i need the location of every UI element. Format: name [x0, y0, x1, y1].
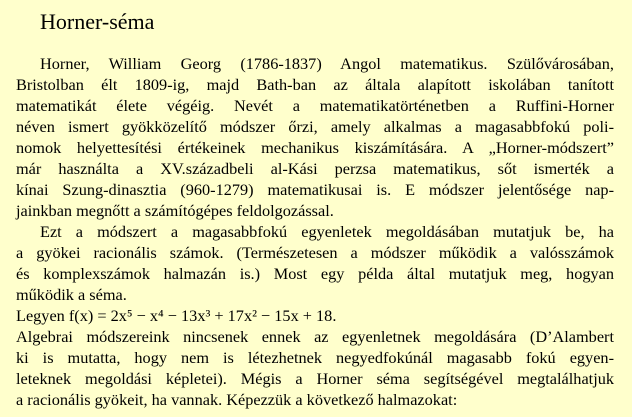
text-line: Bristolban élt 1809-ig, majd Bath-ban az általa alapított iskolában tanított	[16, 75, 614, 94]
text-line: Algebrai módszereink nincsenek ennek az egyenletnek megoldására (D’Alambert	[16, 327, 614, 346]
paragraph-method-intro	[16, 221, 614, 305]
paragraph-horner-biography	[16, 53, 614, 221]
text-line: és komplexszámok halmazán is.) Most egy példa által mutatjuk meg, hogyan	[16, 264, 614, 283]
text-line: a racionális gyökeit, ha vannak. Képezzük a következő halmazokat:	[16, 390, 458, 409]
text-line: leteknek megoldási képletei). Mégis a Horner séma segítségével megtalálhatjuk	[16, 369, 614, 388]
page-title: Horner-séma	[40, 9, 155, 34]
paragraph-algebraic-methods	[16, 326, 614, 410]
function-formula: Legyen f(x) = 2x⁵ − x⁴ − 13x³ + 17x² − 15x + 18.	[16, 306, 337, 325]
text-line: működik a séma.	[16, 285, 127, 304]
text-line: Ezt a módszert a magasabbfokú egyenletek megoldásában mutatjuk be, ha	[40, 222, 614, 241]
text-line: nomok helyettesítési értékeinek mechanikus kiszámítására. A „Horner-módszert”	[16, 138, 614, 157]
text-line: a gyökei racionális számok. (Természetesen a módszer működik a valósszámok	[16, 243, 614, 262]
text-line: Horner, William Georg (1786-1837) Angol matematikus. Szülővárosában,	[40, 54, 614, 73]
text-line: jainkban megnőtt a számítógépes feldolgozással.	[16, 201, 334, 220]
function-definition	[16, 305, 614, 326]
text-line: kínai Szung-dinasztia (960-1279) matematikusai is. E módszer jelentősége nap-	[16, 180, 614, 199]
text-line: már használta a XV.századbeli al-Kási perzsa matematikus, sőt ismerték a	[16, 159, 614, 178]
text-line: ki is mutatta, hogy nem is létezhetnek negyedfokúnál magasabb fokú egyen-	[16, 348, 614, 367]
text-line: matematikát élete végéig. Nevét a matematikatörténetben a Ruffini-Horner	[16, 96, 614, 115]
text-line: néven ismert gyökközelítő módszer őrzi, amely alkalmas a magasabbfokú poli-	[16, 117, 614, 136]
document-page	[16, 0, 614, 410]
